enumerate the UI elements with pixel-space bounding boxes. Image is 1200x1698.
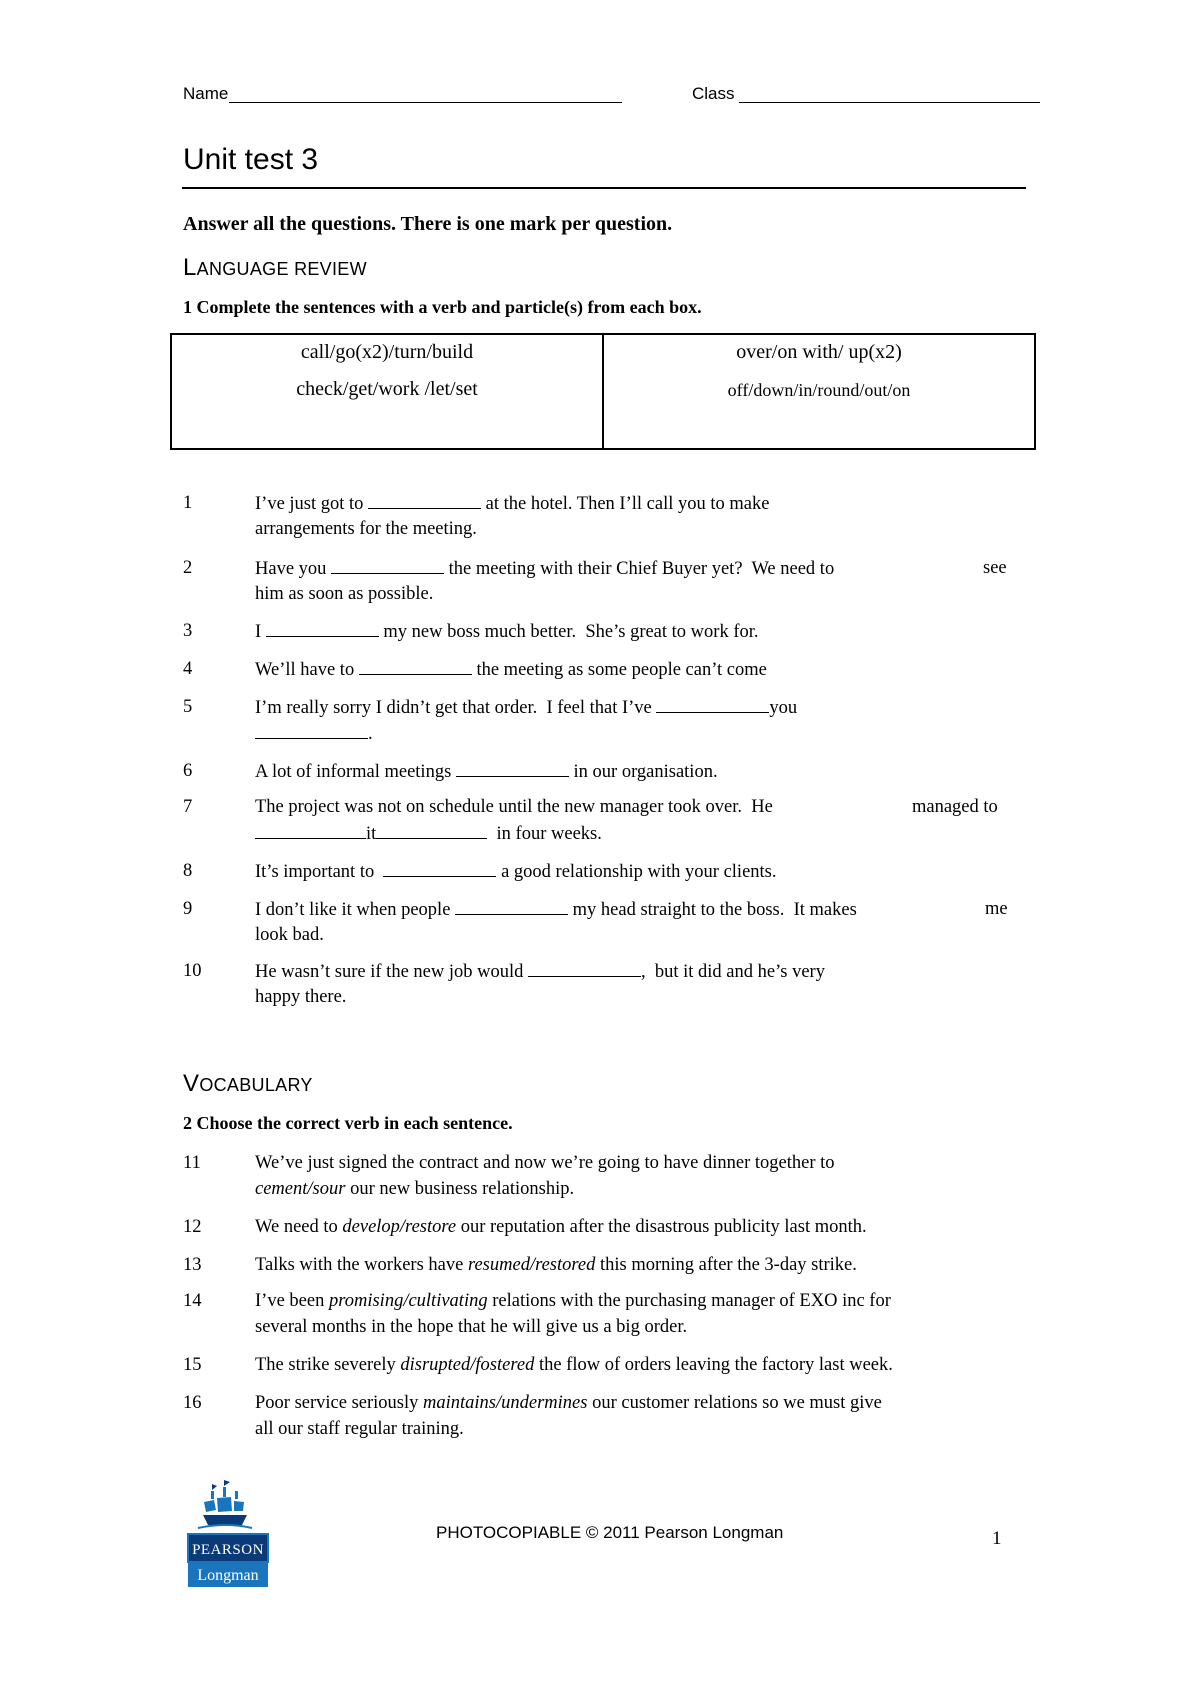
- section-heading-language-review: LANGUAGE REVIEW: [183, 254, 367, 281]
- word-box-verbs-line: check/get/work /let/set: [296, 378, 478, 400]
- word-box-verbs: [172, 335, 602, 448]
- title-rule: [182, 187, 1026, 189]
- answer-blank[interactable]: [368, 490, 481, 509]
- task-1-instruction: 1 Complete the sentences with a verb and particle(s) from each box.: [183, 297, 702, 317]
- name-field-line[interactable]: [229, 102, 622, 103]
- answer-blank[interactable]: [331, 555, 444, 574]
- answer-blank[interactable]: [455, 896, 568, 915]
- logo-longman-text: Longman: [197, 1567, 259, 1584]
- verb-choice[interactable]: maintains/undermines: [423, 1393, 588, 1413]
- page-number: 1: [992, 1528, 1002, 1549]
- verb-choice[interactable]: disrupted/fostered: [400, 1355, 535, 1375]
- word-box-particles-line: over/on with/ up(x2): [736, 341, 902, 363]
- class-field-line[interactable]: [739, 102, 1040, 103]
- word-box: [170, 333, 1036, 450]
- answer-blank[interactable]: [528, 958, 641, 977]
- ship-icon: [198, 1480, 252, 1528]
- answer-blank[interactable]: [376, 820, 487, 839]
- answer-blank[interactable]: [255, 820, 366, 839]
- pearson-longman-logo: [186, 1480, 272, 1590]
- verb-choice[interactable]: cement/sour: [255, 1179, 346, 1199]
- answer-blank[interactable]: [456, 758, 569, 777]
- word-box-particles: [602, 335, 1034, 448]
- answer-blank[interactable]: [266, 618, 379, 637]
- answer-blank[interactable]: [656, 694, 769, 713]
- word-box-verbs-line: call/go(x2)/turn/build: [300, 341, 474, 363]
- task-2-instruction: 2 Choose the correct verb in each sentence.: [183, 1113, 513, 1133]
- name-label: Name: [183, 84, 229, 103]
- section-heading-vocabulary: VOCABULARY: [183, 1070, 313, 1097]
- answer-blank[interactable]: [383, 858, 496, 877]
- answer-blank[interactable]: [359, 656, 472, 675]
- class-label: Class: [692, 84, 735, 103]
- answer-blank[interactable]: [255, 720, 368, 739]
- logo-pearson-text: PEARSON: [192, 1542, 264, 1558]
- word-box-particles-line: off/down/in/round/out/on: [727, 380, 911, 400]
- verb-choice[interactable]: resumed/restored: [467, 1255, 596, 1275]
- photocopiable-notice: PHOTOCOPIABLE © 2011 Pearson Longman: [436, 1523, 784, 1542]
- instructions: Answer all the questions. There is one mark per question.: [183, 213, 673, 235]
- page-title: Unit test 3: [183, 143, 319, 176]
- verb-choice[interactable]: promising/cultivating: [328, 1291, 488, 1311]
- verb-choice[interactable]: develop/restore: [342, 1217, 457, 1237]
